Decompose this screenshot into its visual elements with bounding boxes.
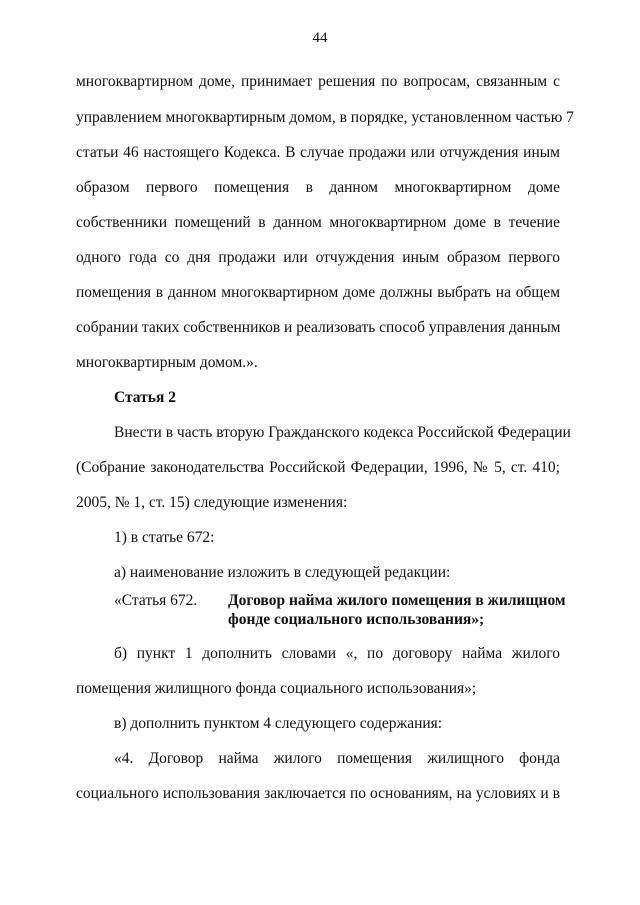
paragraph-line: помещения жилищного фонда социального использования»; [76, 680, 477, 697]
paragraph-line: многоквартирным домом.». [76, 354, 258, 371]
paragraph-line: собственники помещений в данном многоквартирном доме в течение [76, 214, 560, 231]
paragraph-line: образом первого помещения в данном многоквартирном доме [76, 179, 560, 196]
paragraph-line: (Собрание законодательства Российской Федерации, 1996, № 5, ст. 410; [76, 459, 560, 476]
list-item: а) наименование изложить в следующей редакции: [114, 564, 451, 581]
paragraph-line: помещения в данном многоквартирном доме должны выбрать на общем [76, 284, 560, 301]
page-number: 44 [312, 30, 328, 46]
paragraph-line: управлением многоквартирным домом, в порядке, установленном частью 7 [76, 109, 574, 126]
paragraph-line: собрании таких собственников и реализовать способ управления данным [76, 319, 561, 336]
paragraph-line: Внести в часть вторую Гражданского кодекса Российской Федерации [114, 424, 571, 441]
article-title-line: Договор найма жилого помещения в жилищном [228, 592, 566, 609]
paragraph-line: многоквартирном доме, принимает решения по вопросам, связанным с [76, 73, 560, 90]
list-item: в) дополнить пунктом 4 следующего содержания: [114, 715, 443, 732]
paragraph-line: «4. Договор найма жилого помещения жилищного фонда [114, 750, 560, 767]
paragraph-line: статьи 46 настоящего Кодекса. В случае продажи или отчуждения иным [76, 144, 560, 161]
paragraph-line: 2005, № 1, ст. 15) следующие изменения: [76, 494, 348, 511]
list-item: 1) в статье 672: [114, 529, 215, 546]
article-heading: Статья 2 [114, 389, 176, 406]
article-title-line: фонде социального использования»; [228, 611, 485, 628]
paragraph-line: одного года со дня продажи или отчуждения иным образом первого [76, 249, 560, 266]
list-item: б) пункт 1 дополнить словами «, по договору найма жилого [114, 645, 560, 662]
paragraph-line: социального использования заключается по основаниям, на условиях и в [76, 785, 560, 802]
article-label: «Статья 672. [114, 592, 198, 609]
